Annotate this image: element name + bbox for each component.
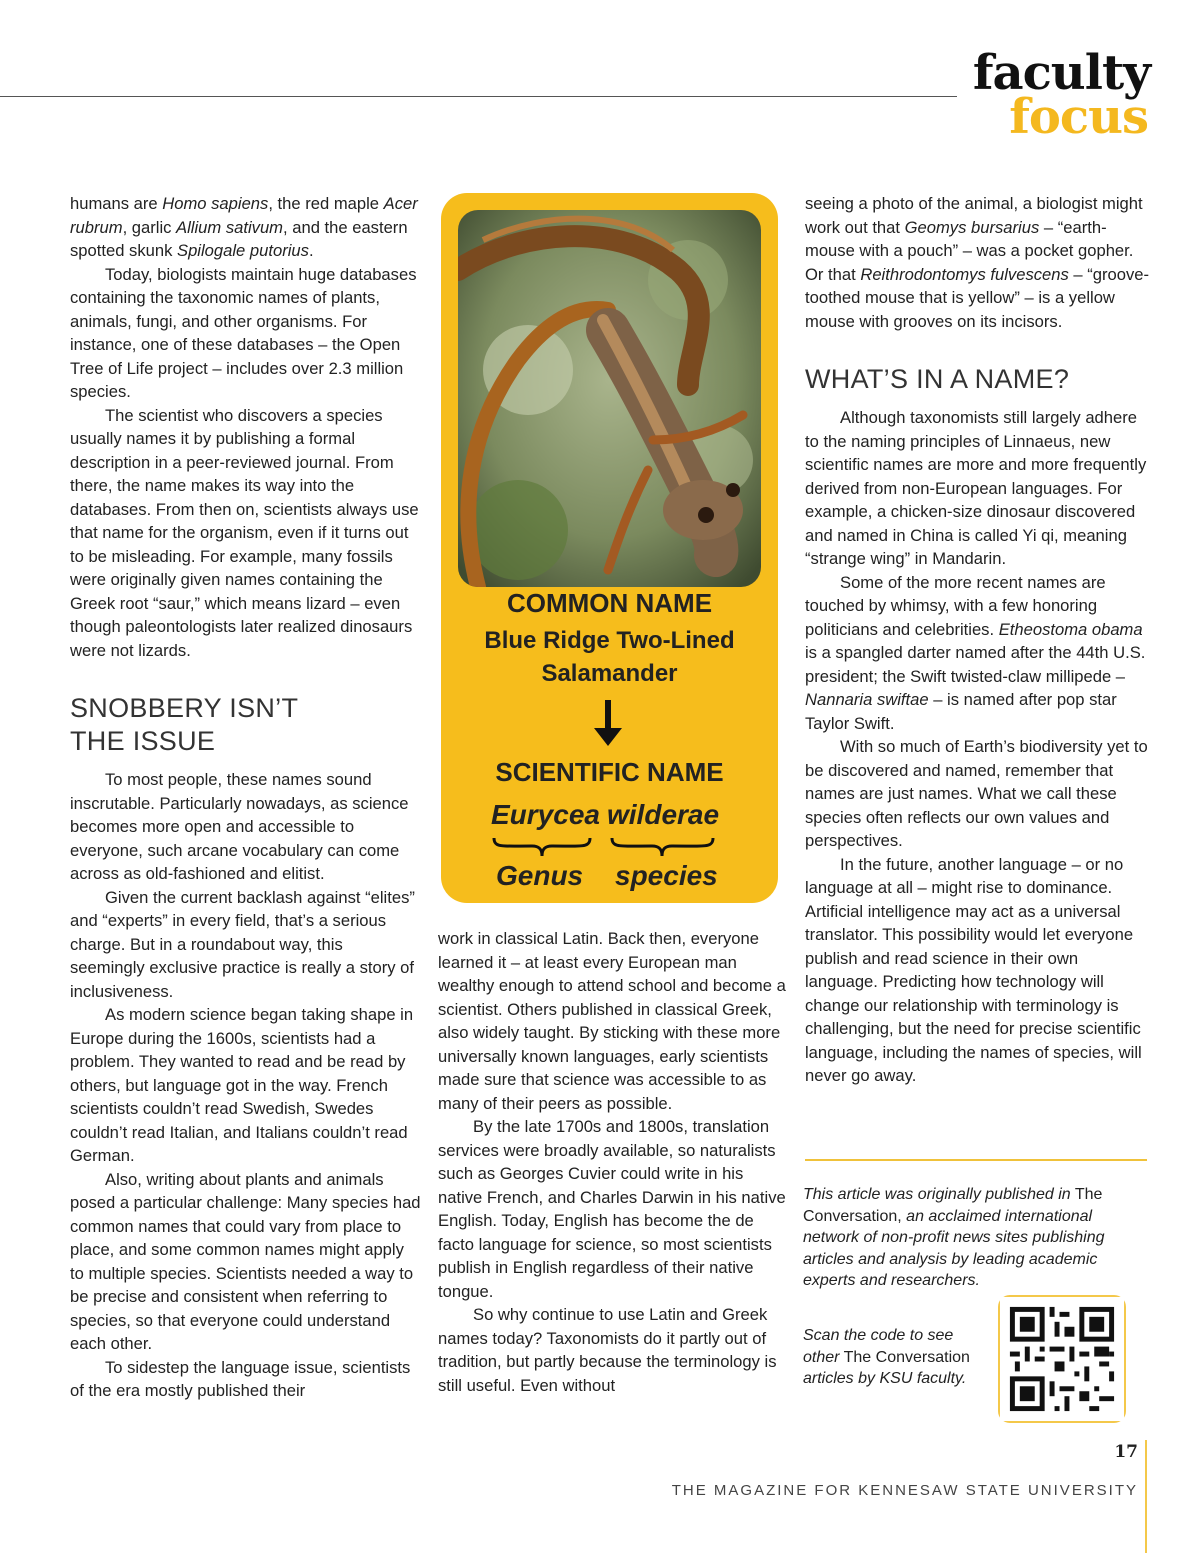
paragraph: Today, biologists maintain huge databases containing the taxonomic names of plants, animals, fungi, and other organisms. For instance, one of these databases – the Open Tree of Life project – includes over 2.3 million species. (70, 264, 417, 401)
paragraph: Although taxonomists still largely adhere to the naming principles of Linnaeus, new scientific names are more and more frequently derived from non-European languages. For example, a chicken-size dinosaur discovered and named in China is called Yi qi, meaning “strange wing” in Mandarin. (805, 408, 1147, 568)
paragraph: Some of the more recent names are touched by whimsy, with a few honoring politicians and celebrities. Etheostoma obama is a spangled darter named after the 44th U.S. president; the Swift twisted-claw millipede – Nannaria swiftae – is named after pop star Taylor Swift. (805, 572, 1146, 733)
genus-label: Genus (496, 860, 584, 891)
paragraph: seeing a photo of the animal, a biologist might work out that Geomys bursarius – “earth-mouse with a pouch” – was a pocket gopher. Or that Reithrodontomys fulvescens – “groove-toothed mouse that is yellow” – is a yellow mouse with grooves on its incisors. (805, 194, 1150, 331)
paragraph: To most people, these names sound inscrutable. Particularly nowadays, as science becomes more open and accessible to everyone, such arcane vocabulary can come across as old-fashioned and elitist. (70, 770, 409, 883)
section-title-focus: focus (1009, 89, 1148, 145)
qr-code[interactable] (998, 1295, 1126, 1423)
paragraph: humans are Homo sapiens, the red maple Acer rubrum, garlic Allium sativum, and the eastern spotted skunk Spilogale putorius. (70, 194, 418, 260)
paragraph: In the future, another language – or no language at all – might rise to dominance. Artificial intelligence may act as a universal translator. This possibility would let everyone publish and read science in their own language. Predicting how technology will change our relationship with terminology is challenging, but the need for precise scientific language, including the names of species, will never go away. (805, 854, 1142, 1085)
scan-note: Scan the code to see other The Conversation articles by KSU faculty. (803, 1327, 970, 1388)
common-name-line1: Blue Ridge Two-Lined (484, 627, 735, 654)
paragraph: As modern science began taking shape in Europe during the 1600s, scientists had a problem. They wanted to read and be read by others, but language got in the way. French scientists couldn’t read Swedish, Swedes couldn’t read Italian, and Italians couldn’t read German. (70, 1005, 414, 1165)
arrow-down-icon (588, 700, 628, 748)
paragraph: By the late 1700s and 1800s, translation services were broadly available, so naturalists such as Georges Cuvier could write in his native French, and Charles Darwin in his native English. Today, English has become the de facto language for science, so most scientists publish in English regardless of their native tongue. (438, 1117, 786, 1301)
source-note: This article was originally published in The Conversation, an acclaimed international network of non-profit news sites publishing articles and analysis by leading academic experts and researchers. (803, 1186, 1105, 1290)
paragraph: So why continue to use Latin and Greek names today? Taxonomists do it partly out of tradition, but partly because the terminology is still useful. Even without (438, 1305, 777, 1395)
species-word: wilderae (607, 799, 720, 830)
genus-brace-icon (492, 836, 592, 858)
common-name-heading: COMMON NAME (506, 588, 713, 618)
salamander-photo (458, 210, 761, 587)
section-title-faculty: faculty (972, 45, 1150, 101)
divider (805, 1159, 1147, 1161)
article-column-1 (70, 192, 422, 1403)
species-label: species (615, 860, 718, 891)
page-number: 17 (1114, 1442, 1138, 1462)
paragraph: The scientist who discovers a species usually names it by publishing a formal description in a peer-reviewed journal. From there, the name makes its way into the databases. From then on, scientists always use that name for the organism, even if it turns out to be misleading. For example, many fossils were originally given names containing the Greek root “saur,” which means lizard – even though paleontologists later realized dinosaurs were not lizards. (70, 405, 419, 660)
magazine-name: THE MAGAZINE FOR KENNESAW STATE UNIVERSITY (671, 1482, 1138, 1499)
paragraph: With so much of Earth’s biodiversity yet to be discovered and named, remember that names are just names. What we call these species often reflects our own values and perspectives. (805, 737, 1148, 850)
article-column-2 (438, 927, 786, 1397)
paragraph: Also, writing about plants and animals posed a particular challenge: Many species had common names that could vary from place to place, and some common names might apply to multiple species. Scientists needed a way to be precise and consistent when referring to species, so that everyone could understand each other. (70, 1169, 421, 1353)
footer-rule (1145, 1440, 1147, 1553)
paragraph: Given the current backlash against “elites” and “experts” in every field, that’s a serious charge. But in a roundabout way, this seemingly exclusive practice is really a story of inclusiveness. (70, 887, 415, 1001)
paragraph: To sidestep the language issue, scientists of the era mostly published their (70, 1357, 411, 1400)
genus-word: Eurycea (491, 799, 600, 830)
species-brace-icon (610, 836, 715, 858)
article-column-3 (805, 192, 1150, 1088)
section-heading: SNOBBERY ISN’T THE ISSUE (70, 693, 298, 756)
common-name-line2: Salamander (541, 660, 678, 687)
paragraph: work in classical Latin. Back then, everyone learned it – at least every European man wealthy enough to attend school and become a scientist. Others published in classical Greek, also widely taught. By sticking with these more universally known languages, early scientists made sure that science was accessible to as many of their peers as possible. (438, 929, 786, 1113)
scientific-name-heading: SCIENTIFIC NAME (495, 757, 724, 787)
section-heading: WHAT’S IN A NAME? (805, 364, 1070, 394)
header-rule (0, 96, 957, 97)
